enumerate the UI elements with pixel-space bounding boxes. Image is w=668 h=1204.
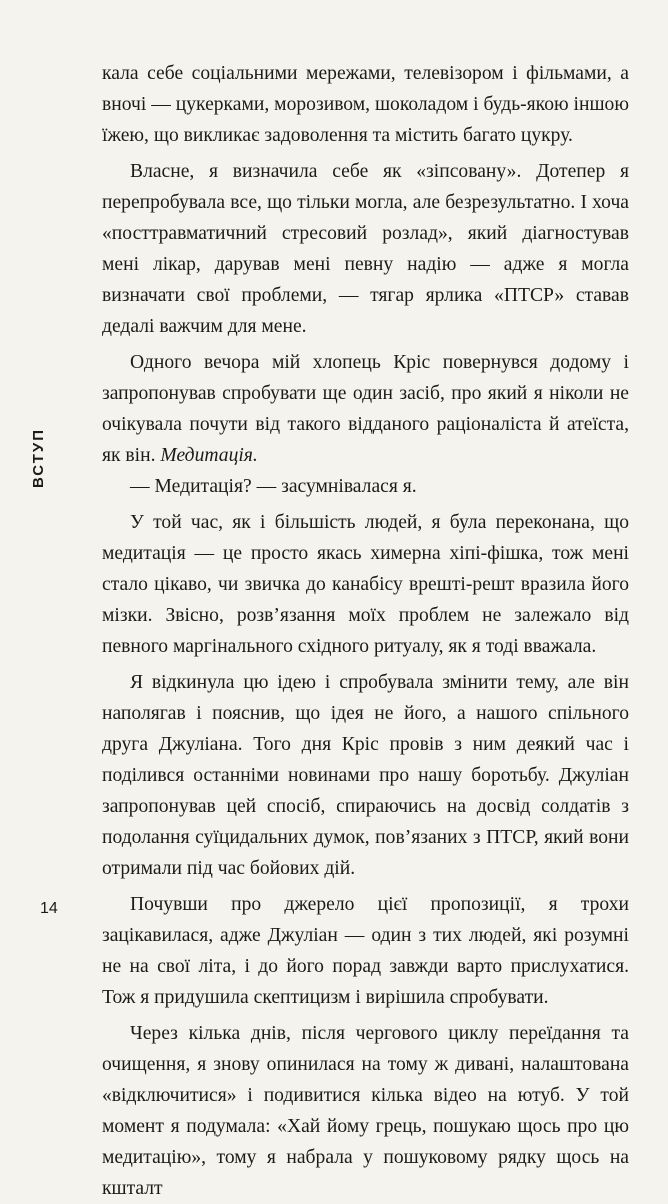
paragraph-text: Одного вечора мій хлопець Кріс повернувся додому і запропонував спробувати ще один засіб, про який я ніколи не очікувала почути від такого відданого раціоналіста й атеїста, як він. xyxy=(102,352,629,466)
paragraph: Почувши про джерело цієї пропозиції, я трохи зацікавилася, адже Джуліан — один з тих людей, які розумні не на свої літа, і до його порад завжди варто прислухатися. Тож я придушила скептицизм і вирішила спробувати. xyxy=(102,894,629,1008)
paragraph: Я відкинула цю ідею і спробувала змінити тему, але він наполягав і пояснив, що ідея не його, а нашого спільного друга Джуліана. Того дня Кріс провів з ним деякий час і поділився останніми новинами про нашу боротьбу. Джуліан запропонував цей спосіб, спираючись на досвід солдатів з подолання суїцидальних думок, пов’язаних з ПТСР, який вони отримали під час бойових дій. xyxy=(102,672,629,879)
paragraph: Через кілька днів, після чергового циклу переїдання та очищення, я знову опинилася на тому ж дивані, налаштована «відключитися» і подивитися кілька відео на ютуб. У той момент я подумала: «Хай йому грець, пошукаю щось про цю медитацію», тому я набрала у пошуковому рядку щось на кшталт xyxy=(102,1023,629,1199)
paragraph: У той час, як і більшість людей, я була переконана, що медитація — це просто якась химерна хіпі-фішка, тож мені стало цікаво, чи звичка до канабісу врешті-решт вразила його мізки. Звісно, розв’язання моїх проблем не залежало від певного маргінального східного ритуалу, як я тоді вважала. xyxy=(102,512,629,657)
body-text xyxy=(102,58,629,1204)
page-number: 14 xyxy=(40,900,58,917)
paragraph: кала себе соціальними мережами, телевізором і фільмами, а вночі — цукерками, морозивом, шоколадом і будь-якою іншою їжею, що викликає задоволення та містить багато цукру. xyxy=(102,63,629,146)
dialogue-line: — Медитація? — засумнівалася я. xyxy=(130,476,417,497)
paragraph: Власне, я визначила себе як «зіпсовану». Дотепер я перепробувала все, що тільки могла, але безрезультатно. І хоча «посттравматичний стресовий розлад», який діагностував мені лікар, дарував мені певну надію — адже я могла визначати свої проблеми, — тягар ярлика «ПТСР» ставав дедалі важчим для мене. xyxy=(102,161,629,337)
section-label: ВСТУП xyxy=(30,428,47,488)
italic-term: Медитація. xyxy=(160,445,258,466)
paragraph xyxy=(102,347,629,471)
